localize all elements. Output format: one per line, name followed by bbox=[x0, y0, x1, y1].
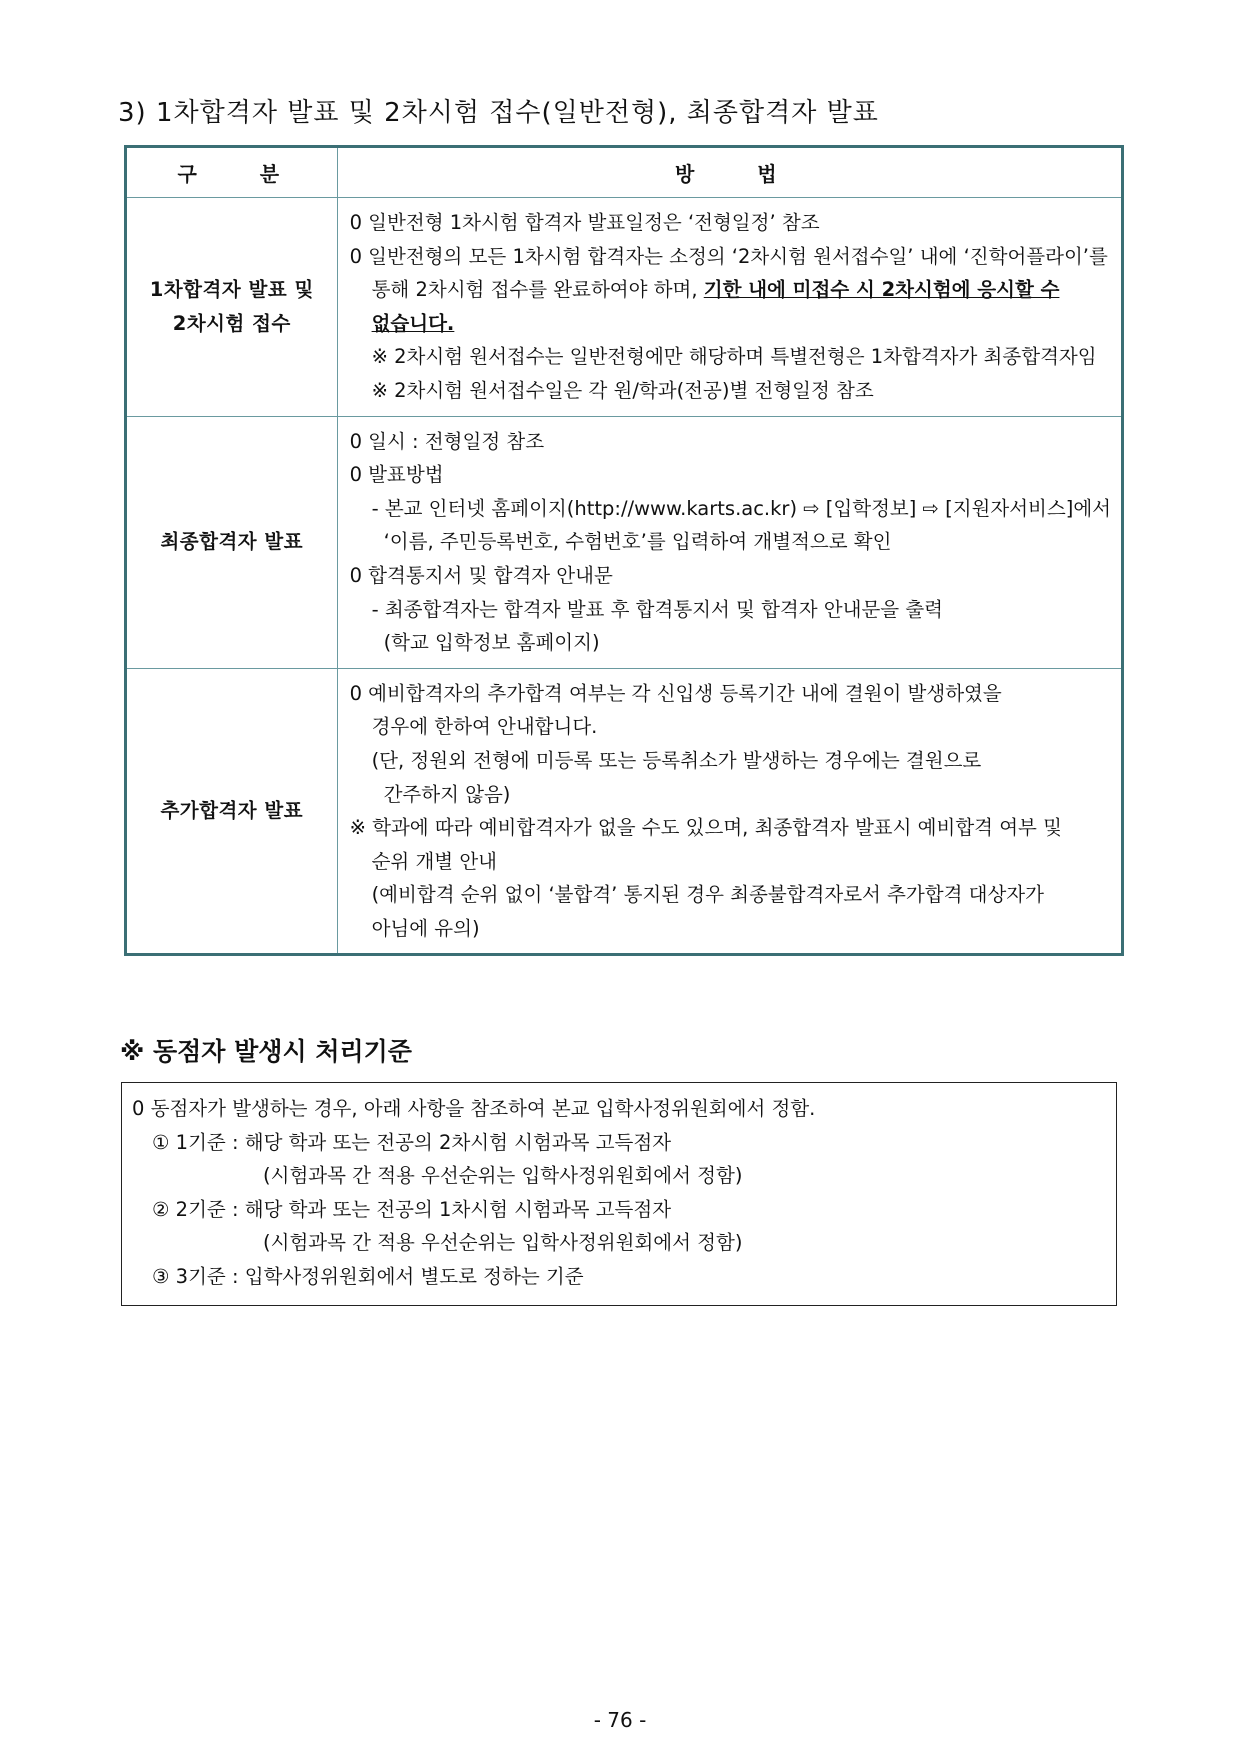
content-line: 순위 개별 안내 bbox=[371, 849, 497, 873]
header-category: 구 분 bbox=[126, 147, 338, 198]
category-line: 추가합격자 발표 bbox=[160, 799, 304, 823]
content-line: 간주하지 않음) bbox=[383, 782, 511, 806]
tie-line: (시험과목 간 적용 우선순위는 입학사정위원회에서 정함) bbox=[263, 1164, 743, 1188]
section-title: 3) 1차합격자 발표 및 2차시험 접수(일반전형), 최종합격자 발표 bbox=[118, 98, 879, 128]
content-line: 0 일시 : 전형일정 참조 bbox=[349, 429, 545, 453]
note-line: ※ 학과에 따라 예비합격자가 없을 수도 있으며, 최종합격자 발표시 예비합격 여부 및 bbox=[349, 816, 1062, 840]
tie-line: 0 동점자가 발생하는 경우, 아래 사항을 참조하여 본교 입학사정위원회에서 정함. bbox=[132, 1097, 816, 1120]
emphasis-text: 없습니다. bbox=[371, 311, 455, 335]
emphasis-text: 기한 내에 미접수 시 2차시험에 응시할 수 bbox=[703, 278, 1060, 302]
table-header-row bbox=[126, 147, 1123, 198]
content-line: (단, 정원외 전형에 미등록 또는 등록취소가 발생하는 경우에는 결원으로 bbox=[371, 748, 982, 772]
row-category bbox=[126, 198, 338, 417]
content-text: 통해 2차시험 접수를 완료하여야 하며, bbox=[371, 278, 704, 302]
tie-line: ③ 3기준 : 입학사정위원회에서 별도로 정하는 기준 bbox=[152, 1264, 584, 1288]
table-row bbox=[126, 416, 1123, 668]
page-number: - 76 - bbox=[593, 1708, 647, 1732]
row-content bbox=[337, 668, 1122, 955]
row-content bbox=[337, 198, 1122, 417]
category-line: 최종합격자 발표 bbox=[160, 530, 304, 554]
tie-line: ① 1기준 : 해당 학과 또는 전공의 2차시험 시험과목 고득점자 bbox=[152, 1130, 672, 1154]
note-line: ※ 2차시험 원서접수일은 각 원/학과(전공)별 전형일정 참조 bbox=[371, 378, 874, 402]
content-line: 0 합격통지서 및 합격자 안내문 bbox=[349, 563, 613, 587]
content-line: ‘이름, 주민등록번호, 수험번호’를 입력하여 개별적으로 확인 bbox=[383, 530, 892, 554]
table-row bbox=[126, 198, 1123, 417]
category-line: 2차시험 접수 bbox=[172, 311, 291, 335]
row-category bbox=[126, 668, 338, 955]
row-content bbox=[337, 416, 1122, 668]
content-line: 아님에 유의) bbox=[371, 916, 480, 940]
content-line bbox=[350, 273, 1111, 307]
content-line: 0 발표방법 bbox=[349, 463, 444, 487]
table-row bbox=[126, 668, 1123, 955]
tie-breaker-title: ※ 동점자 발생시 처리기준 bbox=[120, 1037, 412, 1066]
header-method: 방 법 bbox=[337, 147, 1122, 198]
admission-announcement-table bbox=[124, 145, 1124, 956]
content-line bbox=[350, 307, 1111, 341]
content-line: 경우에 한하여 안내합니다. bbox=[371, 715, 598, 739]
tie-line: ② 2기준 : 해당 학과 또는 전공의 1차시험 시험과목 고득점자 bbox=[152, 1197, 672, 1221]
category-line: 1차합격자 발표 및 bbox=[149, 277, 314, 301]
content-line: 0 예비합격자의 추가합격 여부는 각 신입생 등록기간 내에 결원이 발생하였을 bbox=[349, 681, 1002, 705]
tie-line: (시험과목 간 적용 우선순위는 입학사정위원회에서 정함) bbox=[263, 1231, 743, 1255]
row-category bbox=[126, 416, 338, 668]
note-line: ※ 2차시험 원서접수는 일반전형에만 해당하며 특별전형은 1차합격자가 최종합격자임 bbox=[371, 345, 1097, 369]
content-line: - 최종합격자는 합격자 발표 후 합격통지서 및 합격자 안내문을 출력 bbox=[371, 597, 944, 621]
tie-breaker-box bbox=[121, 1082, 1117, 1306]
content-line: (학교 입학정보 홈페이지) bbox=[383, 631, 600, 655]
content-line: 0 일반전형의 모든 1차시험 합격자는 소정의 ‘2차시험 원서접수일’ 내에 ‘진학어플라이’를 bbox=[349, 244, 1108, 268]
content-line: - 본교 인터넷 홈페이지(http://www.karts.ac.kr) ⇨ [입학정보] ⇨ [지원자서비스]에서 bbox=[371, 496, 1111, 520]
content-line: 0 일반전형 1차시험 합격자 발표일정은 ‘전형일정’ 참조 bbox=[349, 211, 820, 234]
content-line: (예비합격 순위 없이 ‘불합격’ 통지된 경우 최종불합격자로서 추가합격 대상자가 bbox=[371, 883, 1044, 907]
